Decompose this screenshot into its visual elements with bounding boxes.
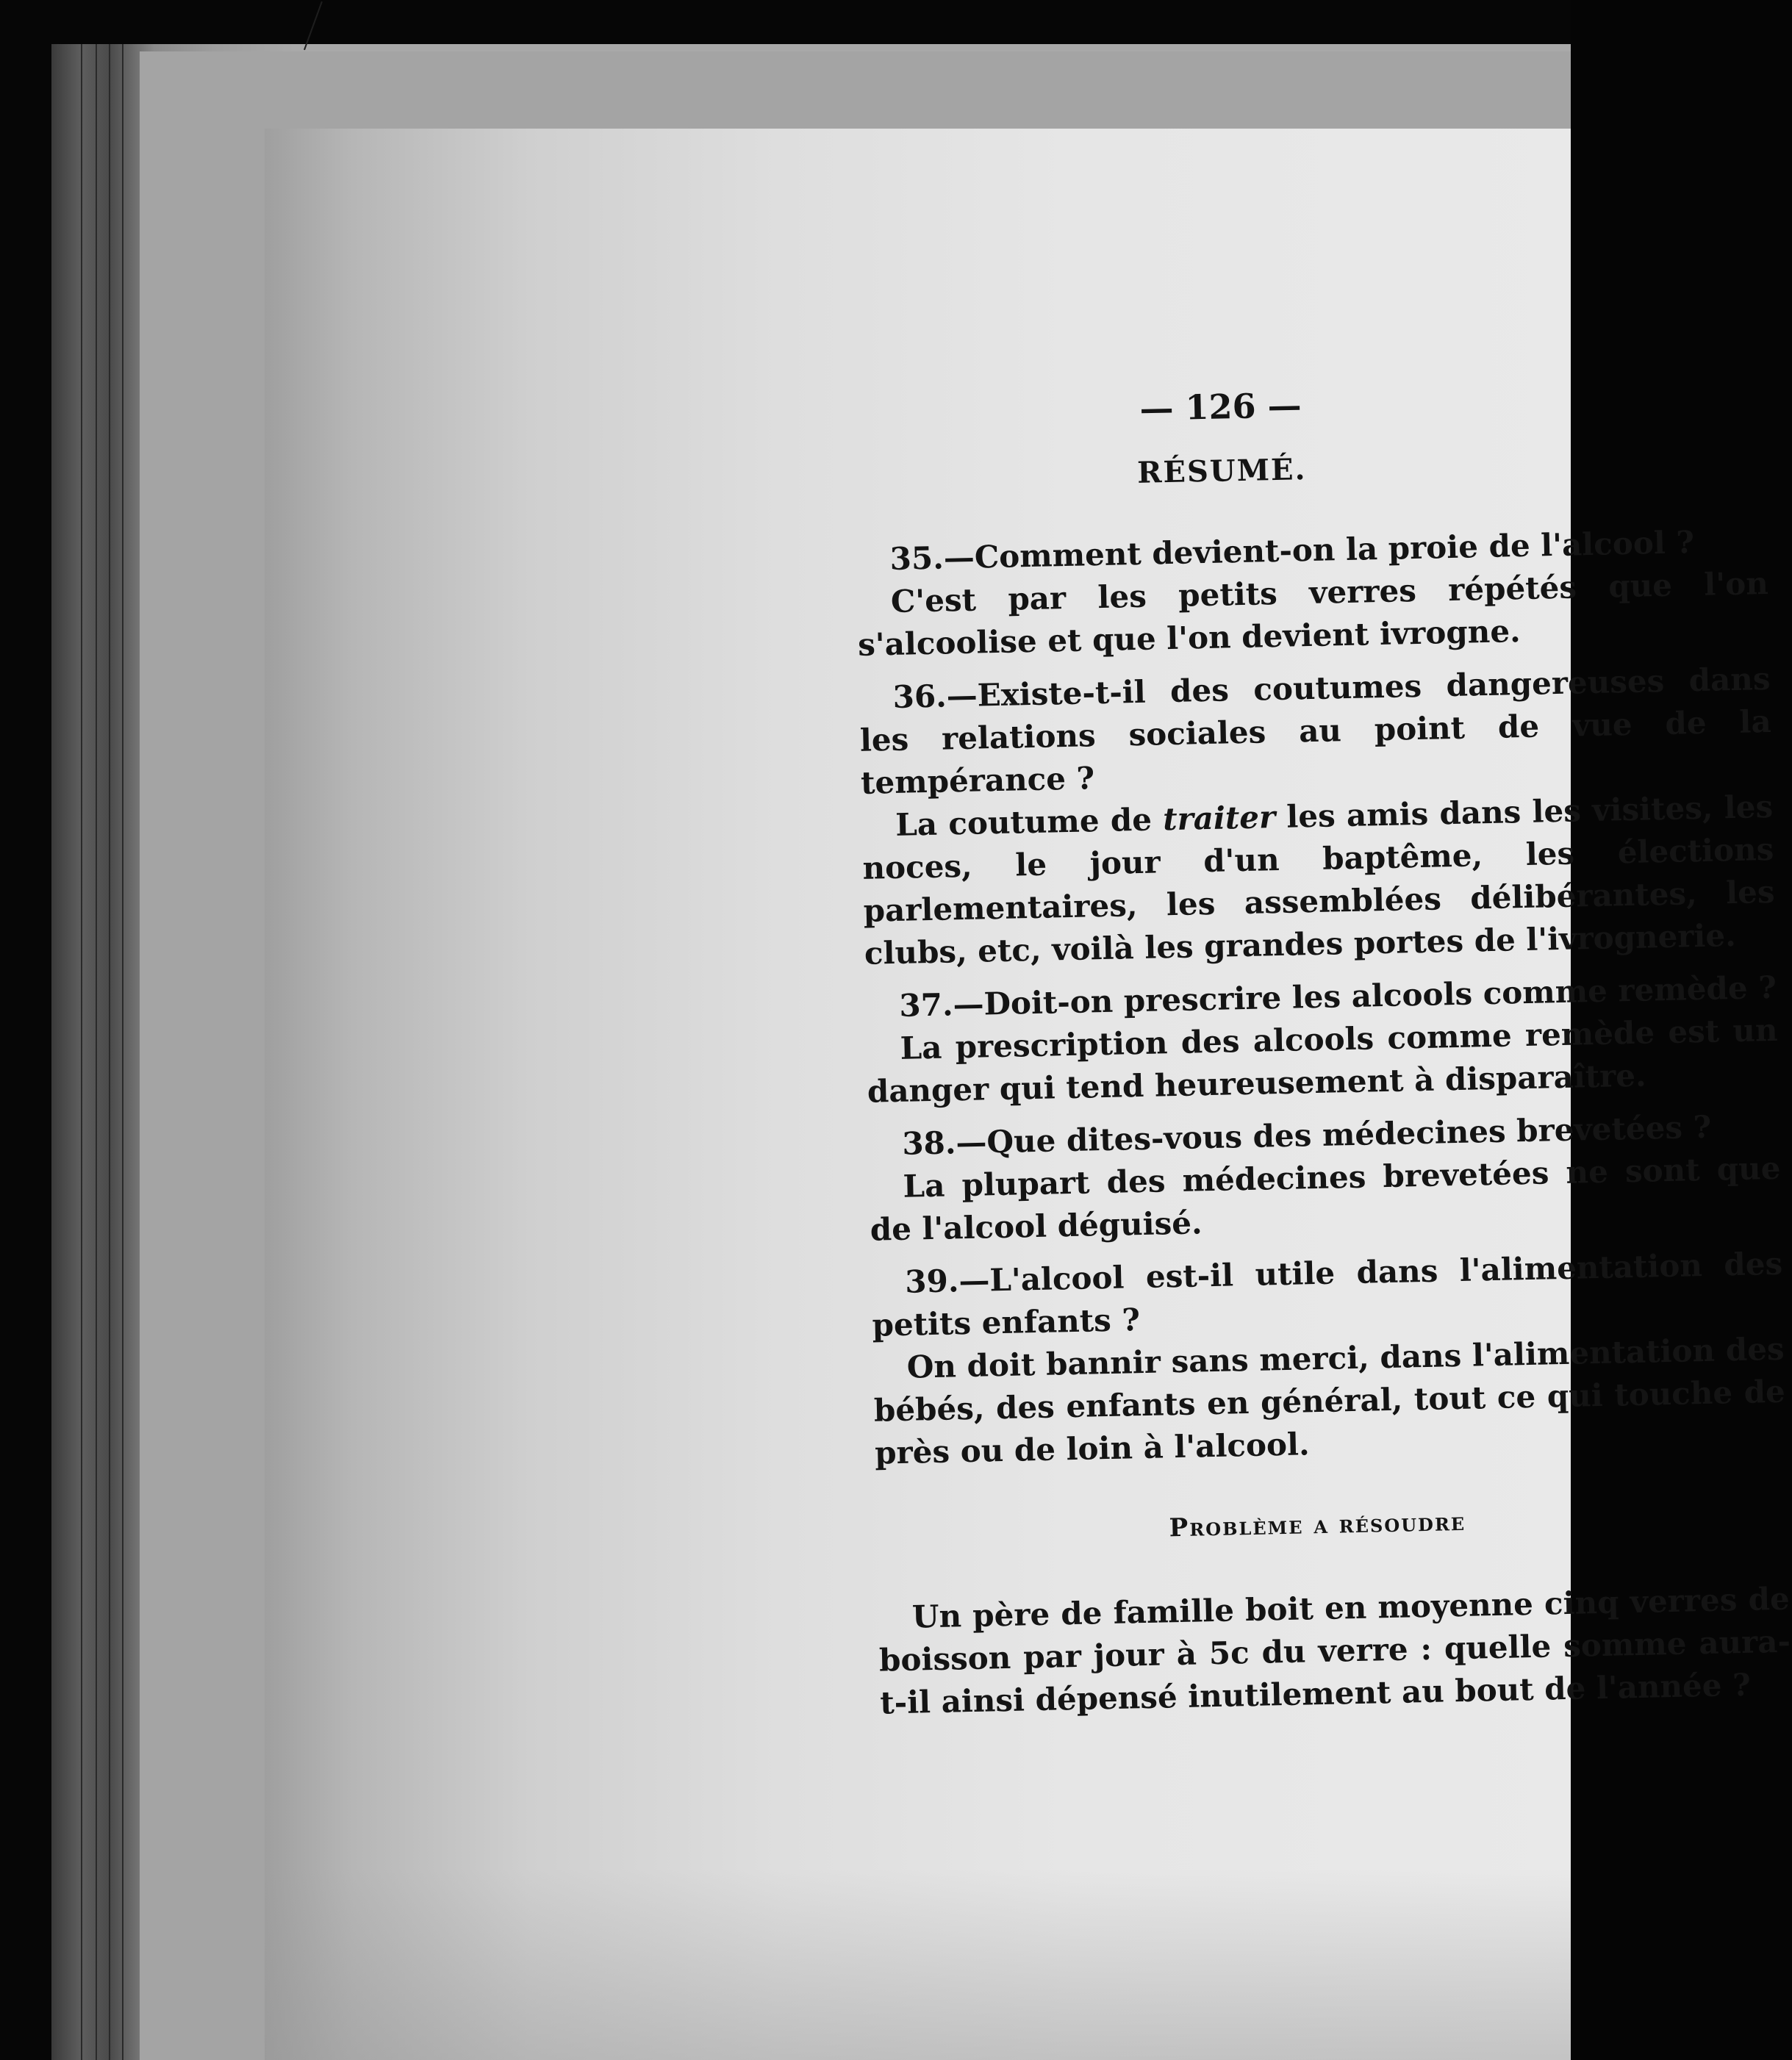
problem-title: Problème a résoudre — [1169, 1507, 1466, 1543]
qa-item-39 — [871, 1243, 1787, 1475]
answer-37: La prescription des alcools comme remède est un danger qui tend heureusement à disparaître. — [867, 1011, 1778, 1110]
qa-item-35 — [856, 520, 1769, 667]
answer-36-italic-word: traiter — [1162, 799, 1276, 838]
answer-36-start: La coutume de — [895, 801, 1164, 843]
problem-text: Un père de famille boit en moyenne cinq verres de boisson par jour à 5c du verre : quelle somme aura-t-il ainsi dépensé inutilement au bout de l'année ? — [878, 1580, 1791, 1721]
question-38: 38.—Que dites-vous des médecines brevetées ? — [901, 1108, 1712, 1162]
answer-36 — [861, 786, 1777, 975]
book-page — [265, 129, 1791, 2060]
page-heading: RÉSUMÉ. — [1136, 452, 1307, 490]
qa-item-36 — [859, 658, 1776, 975]
page-text-block — [853, 374, 1792, 1725]
page-edge-line — [81, 44, 82, 2060]
answer-36-end: les amis dans les visites, les noces, le jour d'un baptême, les élections parlementaires, les assemblées délibérantes, les clubs, etc, voilà les grandes portes de l'ivrognerie. — [862, 788, 1775, 972]
answer-39: On doit bannir sans merci, dans l'alimentation des bébés, des enfants en général, tout ce qui touche de près ou de loin à l'alcool. — [873, 1330, 1786, 1471]
question-36: 36.—Existe-t-il des coutumes dangereuses dans les relations sociales au point de vue de la tempérance ? — [859, 660, 1772, 801]
page-edge-line — [96, 44, 97, 2060]
answer-38: La plupart des médecines brevetées ne sont que de l'alcool déguisé. — [870, 1149, 1781, 1248]
scan-scratch — [304, 1, 323, 50]
page-edge-line — [122, 44, 123, 2060]
answer-35: C'est par les petits verres répétés que l'on s'alcoolise et que l'on devient ivrogne. — [857, 564, 1769, 663]
question-35: 35.—Comment devient-on la proie de l'alcool ? — [889, 524, 1695, 577]
question-37: 37.—Doit-on prescrire les alcools comme remède ? — [898, 969, 1777, 1024]
qa-item-37 — [865, 966, 1779, 1113]
qa-item-38 — [868, 1105, 1782, 1252]
page-number: — 126 — — [1139, 385, 1302, 428]
question-39: 39.—L'alcool est-il utile dans l'alimentation des petits enfants ? — [872, 1245, 1783, 1343]
page-edge-line — [109, 44, 110, 2060]
